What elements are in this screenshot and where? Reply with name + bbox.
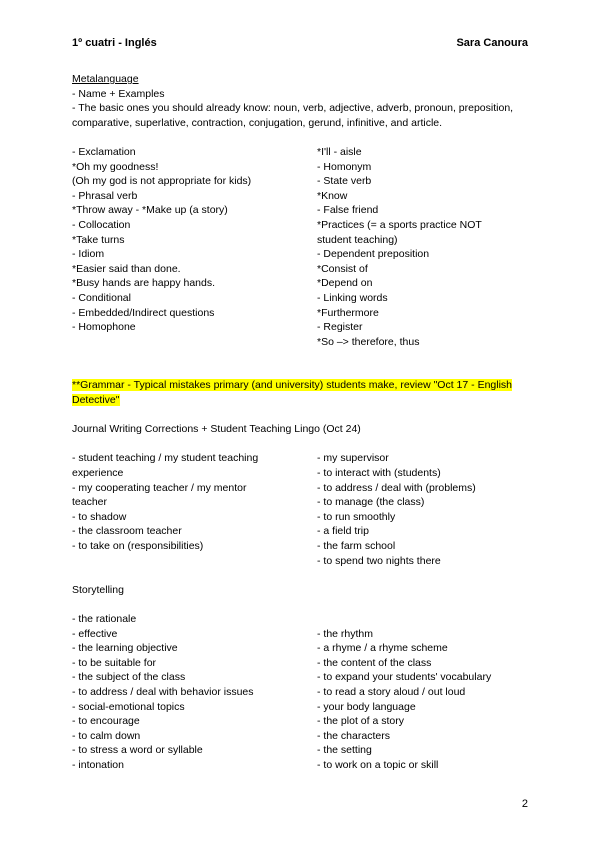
list-item: - the farm school [317,540,396,552]
journal-col2 [317,451,532,568]
list-item: - to address / deal with behavior issues [72,685,254,698]
list-item: *Furthermore [317,306,379,319]
list-item: - to stress a word or syllable [72,744,203,757]
list-item: - Collocation [72,218,131,231]
list-item: *Practices (= a sports practice NOT [317,218,482,231]
list-item: - to interact with (students) [317,467,441,480]
metalanguage-columns [72,145,532,349]
list-item: - the content of the class [317,656,432,669]
list-item: - to shadow [72,510,127,523]
list-item: *Busy hands are happy hands. [72,277,216,290]
list-item: - Embedded/Indirect questions [72,306,215,319]
list-item: - to encourage [72,715,140,728]
header-course: 1º cuatri - Inglés [72,37,157,49]
list-item: - to manage (the class) [317,496,425,509]
list-item: - the plot of a story [317,715,404,728]
list-item: - Linking words [317,291,388,304]
metalanguage-line: - Name + Examples [72,87,165,100]
list-item: - False friend [317,204,379,217]
grammar-note-highlight: **Grammar - Typical mistakes primary (and university) students make, review "Oct 17 - English Detective" [72,379,513,407]
list-item: - Idiom [72,248,105,261]
list-item: - to work on a topic or skill [317,758,439,771]
list-item: - to expand your students' vocabulary [317,671,492,684]
list-item: student teaching) [317,233,398,246]
list-item: - Conditional [72,291,131,304]
list-item: *Throw away - *Make up (a story) [72,204,228,217]
journal-title: Journal Writing Corrections + Student Teaching Lingo (Oct 24) [72,423,361,436]
list-item: - to read a story aloud / out loud [317,685,466,698]
list-item: - State verb [317,175,372,188]
journal-col1 [72,451,317,568]
list-item: - Exclamation [72,145,136,158]
list-item: - a rhyme / a rhyme scheme [317,642,448,655]
list-item: - the subject of the class [72,671,186,684]
page-number: 2 [521,798,528,810]
list-item: - to be suitable for [72,656,157,669]
list-item: *So –> therefore, thus [317,335,420,348]
list-item: *Take turns [72,233,125,246]
list-spacer [317,612,532,627]
list-item: - to spend two nights there [317,554,441,567]
storytelling-columns [72,612,532,773]
list-item: - Phrasal verb [72,189,138,202]
list-item: *Consist of [317,262,368,275]
list-item: - Homonym [317,160,372,173]
list-item: (Oh my god is not appropriate for kids) [72,175,252,188]
list-item: - my supervisor [317,452,389,465]
storytelling-title: Storytelling [72,583,124,596]
metalanguage-col1 [72,145,317,349]
list-item: - Homophone [72,321,136,334]
list-item: - intonation [72,758,124,771]
list-item: - to calm down [72,729,141,742]
metalanguage-title: Metalanguage [72,73,139,85]
list-item: *I'll - aisle [317,145,362,158]
list-item: - the rhythm [317,627,374,640]
list-item: - the classroom teacher [72,525,182,538]
header-author: Sara Canoura [456,37,528,49]
list-item: - Register [317,321,363,334]
list-item: *Know [317,189,348,202]
storytelling-col1 [72,612,317,773]
list-item: - my cooperating teacher / my mentor [72,481,247,494]
list-item: - student teaching / my student teaching [72,452,259,465]
metalanguage-col2 [317,145,532,349]
list-item: - the characters [317,729,390,742]
list-item: - the learning objective [72,642,178,655]
list-item: - your body language [317,700,416,713]
list-item: - social-emotional topics [72,700,185,713]
list-item: teacher [72,496,108,509]
list-item: *Depend on [317,277,373,290]
list-item: - the rationale [72,612,137,625]
storytelling-col2 [317,612,532,773]
list-item: experience [72,467,124,480]
list-item: - to run smoothly [317,510,396,523]
list-item: - the setting [317,744,372,757]
list-item: - effective [72,627,118,640]
list-item: *Easier said than done. [72,262,181,275]
list-item: - Dependent preposition [317,248,430,261]
list-item: - a field trip [317,525,369,538]
page-content [72,72,532,773]
journal-columns [72,451,532,568]
list-item: *Oh my goodness! [72,160,159,173]
metalanguage-line: - The basic ones you should already know: noun, verb, adjective, adverb, pronoun, preposition, comparative, superlative, contraction, conjugation, gerund, infinitive, and article. [72,102,514,129]
list-item: - to take on (responsibilities) [72,540,204,552]
list-item: - to address / deal with (problems) [317,481,476,494]
